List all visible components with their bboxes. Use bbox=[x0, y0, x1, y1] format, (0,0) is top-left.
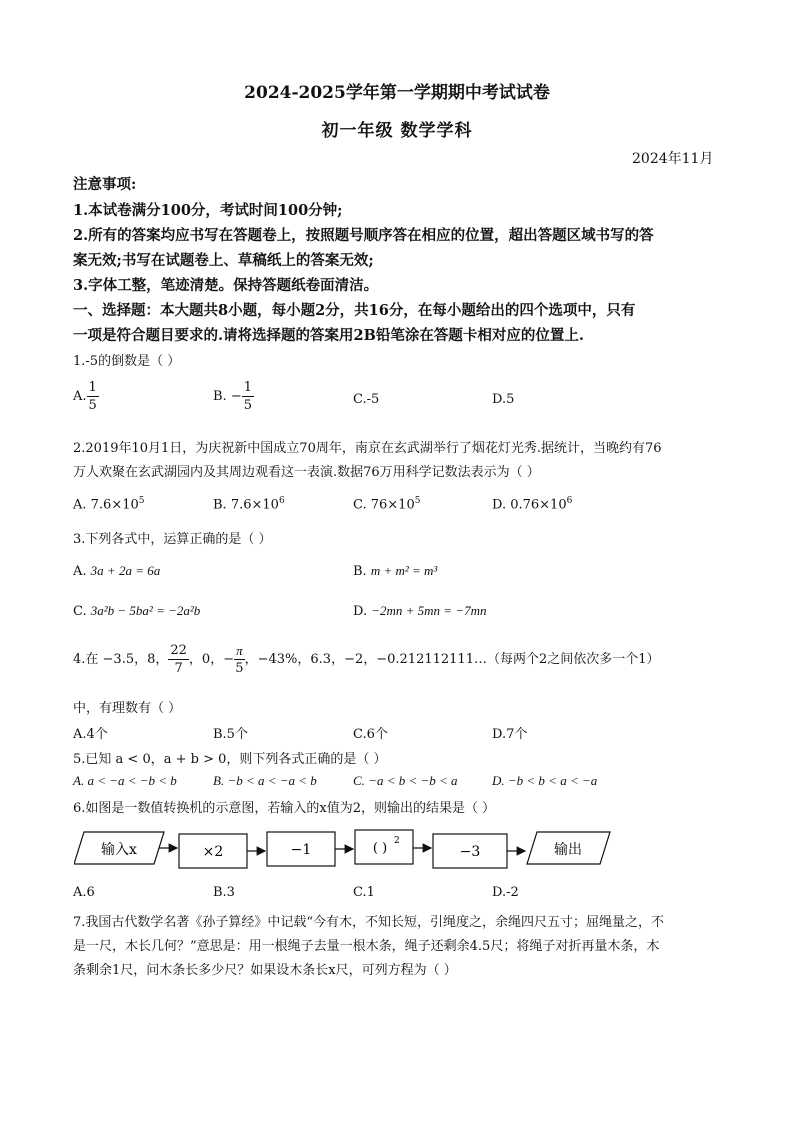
question-2-option-b bbox=[213, 496, 285, 512]
fraction-numerator: 1 bbox=[88, 380, 97, 395]
flow-op-4: −3 bbox=[459, 844, 481, 860]
fraction-denominator: 7 bbox=[174, 661, 183, 676]
option-label: B. − bbox=[213, 389, 242, 404]
notice-item-1: 1.本试卷满分100分，考试时间100分钟; bbox=[73, 202, 343, 219]
question-2-option-a bbox=[73, 496, 145, 512]
section-1-line-2: 一项是符合题目要求的.请将选择题的答案用2B铅笔涂在答题卡相对应的位置上. bbox=[73, 327, 584, 344]
question-6-option-c: C.1 bbox=[353, 885, 375, 900]
question-3-option-a bbox=[73, 563, 160, 579]
question-7-line-1: 7.我国古代数学名著《孙子算经》中记载“今有木，不知长短，引绳度之，余绳四尺五寸；屈绳量之，不 bbox=[73, 915, 665, 930]
notice-item-2-line-1: 2.所有的答案均应书写在答题卷上，按照题号顺序答在相应的位置，超出答题区域书写的答 bbox=[73, 227, 654, 244]
fraction bbox=[87, 381, 99, 412]
option-label: D. bbox=[353, 604, 368, 619]
option-formula: m + m² = m³ bbox=[370, 563, 438, 578]
fraction-denominator: 5 bbox=[235, 661, 244, 676]
question-6-option-d: D.-2 bbox=[492, 885, 519, 900]
question-5-option-d: D. −b < b < a < −a bbox=[492, 773, 598, 788]
question-2-option-c bbox=[353, 496, 420, 512]
fraction bbox=[234, 644, 245, 675]
question-1-option-d: D.5 bbox=[492, 392, 515, 407]
fraction-numerator: 22 bbox=[170, 643, 187, 658]
option-label: B. bbox=[353, 564, 367, 579]
exponent: 5 bbox=[414, 496, 421, 506]
flow-op-3-exponent: 2 bbox=[394, 836, 400, 846]
question-2-line-1: 2.2019年10月1日，为庆祝新中国成立70周年，南京在玄武湖举行了烟花灯光秀.据统计，当晚约有76 bbox=[73, 441, 662, 456]
question-4-line-1 bbox=[73, 644, 660, 675]
fraction-numerator: 1 bbox=[243, 380, 252, 395]
exam-title: 2024-2025学年第一学期期中考试试卷 bbox=[244, 83, 550, 103]
option-label: A. bbox=[73, 564, 87, 579]
notice-item-3: 3.字体工整，笔迹清楚。保持答题纸卷面清洁。 bbox=[73, 277, 379, 294]
option-formula: −2mn + 5mn = −7mn bbox=[371, 603, 487, 618]
section-1-line-1: 一、选择题：本大题共8小题，每小题2分，共16分，在每小题给出的四个选项中，只有 bbox=[73, 302, 636, 319]
question-3-option-c bbox=[73, 603, 200, 619]
fraction-numerator: π bbox=[236, 643, 243, 658]
question-6-option-a: A.6 bbox=[73, 885, 95, 900]
notice-heading: 注意事项: bbox=[73, 176, 137, 193]
question-1-option-b bbox=[213, 381, 254, 412]
fraction bbox=[168, 644, 189, 675]
conversion-flow-diagram bbox=[74, 826, 614, 872]
question-2-line-2: 万人欢聚在玄武湖园内及其周边观看这一表演.数据76万用科学记数法表示为（ ） bbox=[73, 465, 540, 480]
question-1-stem: 1.-5的倒数是（ ） bbox=[73, 354, 181, 369]
exam-date: 2024年11月 bbox=[632, 151, 714, 167]
question-5-option-c: C. −a < b < −b < a bbox=[353, 773, 458, 788]
question-6-option-b: B.3 bbox=[213, 885, 235, 900]
question-3-option-d bbox=[353, 603, 487, 619]
question-1-option-a bbox=[73, 381, 99, 412]
fraction bbox=[242, 381, 254, 412]
flow-op-1: ×2 bbox=[202, 844, 224, 860]
option-label: C. bbox=[73, 604, 87, 619]
exponent: 5 bbox=[138, 496, 145, 506]
exponent: 6 bbox=[278, 496, 285, 506]
option-formula: 3a + 2a = 6a bbox=[90, 563, 161, 578]
question-4-option-b: B.5个 bbox=[213, 727, 248, 742]
fraction-denominator: 5 bbox=[243, 398, 252, 413]
stem-text: 4.在 −3.5，8， bbox=[73, 652, 169, 667]
stem-text: ，−43%，6.3，−2，−0.212112111…（每两个2之间依次多一个1） bbox=[244, 652, 660, 667]
flow-output-label: 输出 bbox=[554, 842, 582, 858]
option-text: D. 0.76×10 bbox=[492, 497, 567, 513]
question-5-option-b: B. −b < a < −a < b bbox=[213, 773, 317, 788]
question-3-stem: 3.下列各式中，运算正确的是（ ） bbox=[73, 532, 272, 547]
question-4-option-d: D.7个 bbox=[492, 727, 528, 742]
stem-text: ，0，− bbox=[188, 652, 235, 667]
option-text: C. 76×10 bbox=[353, 497, 415, 513]
question-3-option-b bbox=[353, 563, 437, 579]
flow-op-2: −1 bbox=[290, 842, 312, 858]
question-7-line-3: 条剩余1尺，问木条长多少尺？如果设木条长x尺，可列方程为（ ） bbox=[73, 963, 457, 978]
option-text: A. 7.6×10 bbox=[73, 497, 139, 513]
question-4-option-a: A.4个 bbox=[73, 727, 108, 742]
question-1-option-c: C.-5 bbox=[353, 392, 380, 407]
exponent: 6 bbox=[566, 496, 573, 506]
notice-item-2-line-2: 案无效;书写在试题卷上、草稿纸上的答案无效; bbox=[73, 252, 374, 269]
option-label: A. bbox=[73, 389, 87, 404]
question-2-option-d bbox=[492, 496, 572, 512]
option-formula: 3a²b − 5ba² = −2a²b bbox=[90, 603, 201, 618]
question-6-stem: 6.如图是一数值转换机的示意图，若输入的x值为2，则输出的结果是（ ） bbox=[73, 801, 496, 816]
question-5-option-a: A. a < −a < −b < b bbox=[73, 773, 177, 788]
question-7-line-2: 是一尺，木长几何？”意思是：用一根绳子去量一根木条，绳子还剩余4.5尺；将绳子对折再量木条，木 bbox=[73, 939, 660, 954]
option-text: B. 7.6×10 bbox=[213, 497, 279, 513]
question-5-stem: 5.已知 a < 0，a + b > 0，则下列各式正确的是（ ） bbox=[73, 752, 387, 767]
question-4-option-c: C.6个 bbox=[353, 727, 388, 742]
exam-subtitle: 初一年级 数学学科 bbox=[321, 121, 473, 141]
flow-op-3: ( ) bbox=[372, 841, 388, 856]
flow-input-label: 输入x bbox=[101, 842, 137, 858]
question-4-line-2: 中，有理数有（ ） bbox=[73, 701, 182, 716]
fraction-denominator: 5 bbox=[88, 398, 97, 413]
